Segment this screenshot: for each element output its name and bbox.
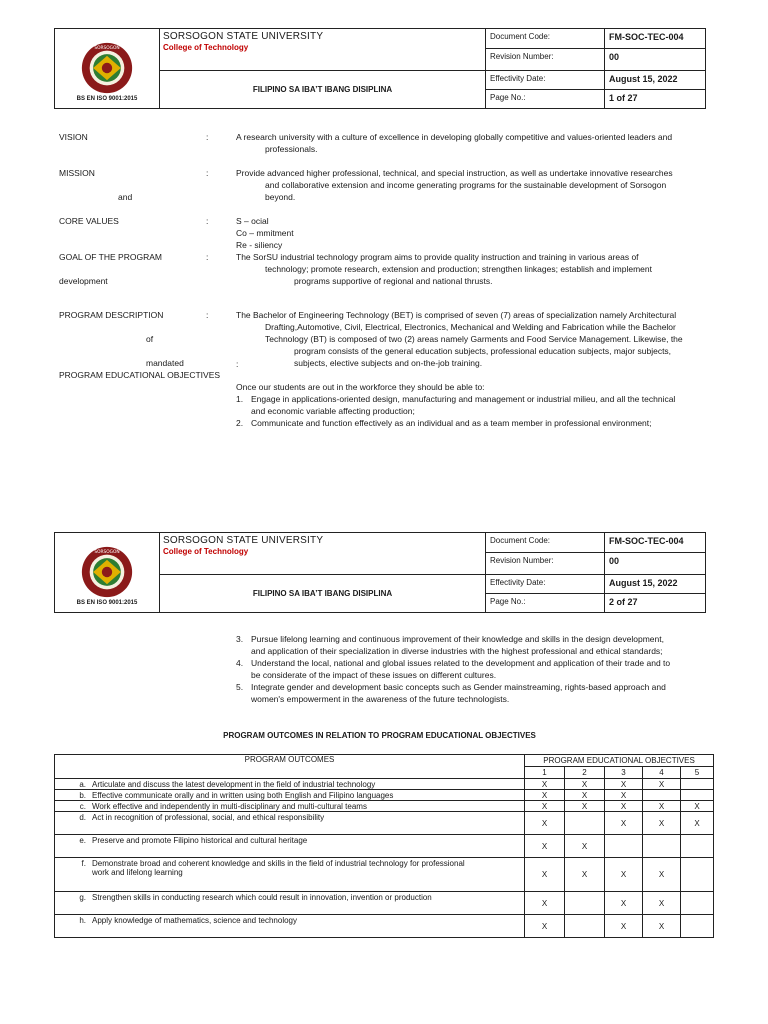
- page2-header-table: [54, 532, 706, 613]
- table-row: [55, 812, 714, 835]
- item-number: 1.: [236, 394, 244, 404]
- peo-number-header: 3: [605, 767, 643, 779]
- doc-code-value: FM-SOC-TEC-004: [605, 29, 706, 49]
- peo-mark-cell: X: [605, 915, 643, 938]
- peo-mark-cell: X: [525, 779, 565, 790]
- peo-mark-cell: X: [565, 858, 605, 892]
- colon: :: [206, 216, 209, 226]
- outcomes-column-header: PROGRAM OUTCOMES: [55, 755, 525, 779]
- peo-line: Pursue lifelong learning and continuous improvement of their knowledge and skills in the design development,: [251, 634, 664, 644]
- core-value: S – ocial: [236, 216, 269, 226]
- description-line: Drafting,Automotive, Civil, Electrical, Electronics, Mechanical and Welding and Fabrication while the Bachelor: [265, 322, 676, 332]
- outcome-cell: [55, 858, 525, 892]
- peo-mark-cell: X: [605, 892, 643, 915]
- revision-label: Revision Number:: [486, 49, 605, 71]
- mission-line: Provide advanced higher professional, technical, and special instruction, as well as undertake innovative researches: [236, 168, 673, 178]
- peo-mark-cell: X: [565, 790, 605, 801]
- outcome-text: Work effective and independently in multi-disciplinary and multi-cultural teams: [92, 802, 367, 811]
- outcome-text: Effective communicate orally and in written using both English and Filipino languages: [92, 791, 394, 800]
- outcomes-title: PROGRAM OUTCOMES IN RELATION TO PROGRAM EDUCATIONAL OBJECTIVES: [223, 731, 536, 740]
- peo-mark-cell: [681, 779, 714, 790]
- peo-number-header: 2: [565, 767, 605, 779]
- outcome-letter: b.: [79, 791, 86, 800]
- colon: :: [206, 310, 209, 320]
- outcome-cell: [55, 790, 525, 801]
- svg-text:SORSOGON: SORSOGON: [94, 549, 120, 555]
- peo-mark-cell: X: [605, 779, 643, 790]
- table-row: [55, 801, 714, 812]
- iso-label: BS EN ISO 9001:2015: [76, 95, 138, 102]
- peo-list: [236, 633, 716, 705]
- peo-mark-cell: X: [643, 812, 681, 835]
- goal-text: [236, 251, 706, 287]
- doc-code-label: Document Code:: [486, 29, 605, 49]
- peo-number-header: 5: [681, 767, 714, 779]
- goal-line: programs supportive of regional and national thrusts.: [294, 276, 493, 286]
- outcome-letter: f.: [81, 859, 86, 868]
- outcome-letter: c.: [79, 802, 86, 811]
- peo-mark-cell: [681, 790, 714, 801]
- core-value: Co – mmitment: [236, 228, 294, 238]
- mission-text: [236, 167, 706, 203]
- peo-number-header: 1: [525, 767, 565, 779]
- university-name: SORSOGON STATE UNIVERSITY: [163, 535, 324, 546]
- peo-mark-cell: X: [643, 858, 681, 892]
- peo-mark-cell: X: [525, 835, 565, 858]
- peo-mark-cell: [565, 892, 605, 915]
- outcome-text: work and lifelong learning: [92, 868, 183, 877]
- peo-number-header: 4: [643, 767, 681, 779]
- revision-value: 00: [605, 49, 706, 71]
- peo-mark-cell: [681, 858, 714, 892]
- doc-title-cell: [160, 575, 486, 613]
- outcome-text: Demonstrate broad and coherent knowledge and skills in the field of industrial technology for professional: [92, 859, 465, 868]
- revision-label: Revision Number:: [486, 553, 605, 575]
- svg-text:SORSOGON: SORSOGON: [94, 45, 120, 51]
- peo-mark-cell: X: [605, 812, 643, 835]
- peo-line: and economic variable affecting production;: [251, 406, 415, 416]
- core-values-label: CORE VALUES: [59, 216, 119, 226]
- colon: :: [206, 132, 209, 142]
- peo-line: Understand the local, national and global issues related to the development and application of their trade and to: [251, 658, 671, 668]
- outcome-text: Preserve and promote Filipino historical and cultural heritage: [92, 836, 308, 845]
- college-name: College of Technology: [163, 43, 249, 52]
- logo-cell: [55, 29, 160, 109]
- peo-item: [236, 393, 706, 417]
- peo-intro: Once our students are out in the workforce they should be able to:: [236, 382, 485, 392]
- table-row: [55, 835, 714, 858]
- outcome-text: Act in recognition of professional, social, and ethical responsibility: [92, 813, 325, 822]
- university-cell: [160, 29, 486, 71]
- effectivity-label: Effectivity Date:: [486, 71, 605, 90]
- university-seal-icon: [81, 546, 133, 598]
- logo-cell: [55, 533, 160, 613]
- outcome-text: Apply knowledge of mathematics, science and technology: [92, 916, 298, 925]
- vision-line: professionals.: [265, 144, 318, 154]
- colon: :: [206, 252, 209, 262]
- description-label: PROGRAM DESCRIPTION: [59, 310, 164, 320]
- outcome-cell: [55, 812, 525, 835]
- peo-mark-cell: X: [565, 835, 605, 858]
- peo-mark-cell: X: [525, 790, 565, 801]
- university-seal-icon: [81, 42, 133, 94]
- outcome-text: Strengthen skills in conducting research which could result in innovation, invention or production: [92, 893, 432, 902]
- peo-mark-cell: [565, 915, 605, 938]
- document-title: FILIPINO SA IBA’T IBANG DISIPLINA: [252, 85, 393, 94]
- page1-header-table: [54, 28, 706, 109]
- peo-item: [236, 417, 706, 429]
- description-line: The Bachelor of Engineering Technology (BET) is comprised of seven (7) areas of specialization namely Architectural: [236, 310, 677, 320]
- peo-mark-cell: X: [643, 779, 681, 790]
- outcome-cell: [55, 801, 525, 812]
- peo-text: [236, 381, 706, 429]
- description-line: Technology (BT) is composed of two (2) areas namely Garments and Food Service Management. Likewise, the: [265, 334, 683, 344]
- peo-mark-cell: X: [525, 892, 565, 915]
- description-mandated: mandated: [146, 358, 184, 368]
- peo-mark-cell: X: [605, 858, 643, 892]
- outcome-cell: [55, 779, 525, 790]
- peo-mark-cell: X: [643, 892, 681, 915]
- peo-mark-cell: X: [681, 812, 714, 835]
- doc-title-cell: [160, 71, 486, 109]
- peo-mark-cell: X: [643, 801, 681, 812]
- peo-column-header: PROGRAM EDUCATIONAL OBJECTIVES: [525, 755, 714, 767]
- table-row: [55, 892, 714, 915]
- peo-mark-cell: [681, 835, 714, 858]
- outcome-cell: [55, 892, 525, 915]
- page-no-value: 1 of 27: [605, 90, 706, 109]
- goal-label: GOAL OF THE PROGRAM: [59, 252, 162, 262]
- peo-item: [236, 657, 716, 681]
- mission-and: and: [118, 192, 133, 202]
- colon: :: [206, 168, 209, 178]
- peo-item: [236, 633, 716, 657]
- item-number: 5.: [236, 682, 244, 692]
- colon: :: [236, 359, 239, 369]
- outcome-cell: [55, 915, 525, 938]
- college-name: College of Technology: [163, 547, 249, 556]
- peo-line: women's empowerment in the awareness of the future technologists.: [251, 694, 510, 704]
- peo-mark-cell: [681, 915, 714, 938]
- peo-line: Engage in applications-oriented design, manufacturing and management or industrial milieu, and all the technical: [251, 394, 676, 404]
- table-header-row: [55, 755, 714, 767]
- peo-continued: [236, 633, 716, 705]
- iso-label: BS EN ISO 9001:2015: [76, 599, 138, 606]
- description-line: subjects, elective subjects and on-the-job training.: [294, 358, 483, 368]
- university-name: SORSOGON STATE UNIVERSITY: [163, 31, 324, 42]
- outcome-text: Articulate and discuss the latest development in the field of industrial technology: [92, 780, 376, 789]
- peo-mark-cell: X: [565, 801, 605, 812]
- vision-line: A research university with a culture of excellence in developing globally competitive and values-oriented leaders and: [236, 132, 673, 142]
- university-cell: [160, 533, 486, 575]
- peo-mark-cell: X: [525, 858, 565, 892]
- outcome-letter: h.: [79, 916, 86, 925]
- peo-mark-cell: X: [525, 801, 565, 812]
- peo-mark-cell: [643, 835, 681, 858]
- peo-list: [236, 393, 706, 429]
- mission-line: and collaborative extension and income generating programs for the sustainable development of Sorsogon: [265, 180, 667, 190]
- outcome-letter: d.: [79, 813, 86, 822]
- effectivity-value: August 15, 2022: [605, 71, 706, 90]
- page-no-label: Page No.:: [486, 594, 605, 613]
- outcome-letter: a.: [79, 780, 86, 789]
- page-no-value: 2 of 27: [605, 594, 706, 613]
- item-number: 3.: [236, 634, 244, 644]
- core-values-text: [236, 215, 706, 251]
- peo-label: PROGRAM EDUCATIONAL OBJECTIVES: [59, 370, 221, 380]
- peo-mark-cell: X: [643, 915, 681, 938]
- peo-mark-cell: X: [525, 812, 565, 835]
- peo-mark-cell: X: [525, 915, 565, 938]
- document-title: FILIPINO SA IBA’T IBANG DISIPLINA: [252, 589, 393, 598]
- table-row: [55, 790, 714, 801]
- peo-line: be considerate of the impact of these issues on different cultures.: [251, 670, 497, 680]
- table-row: [55, 858, 714, 892]
- peo-mark-cell: X: [681, 801, 714, 812]
- peo-line: Integrate gender and development basic concepts such as Gender mainstreaming, rights-based approach and: [251, 682, 666, 692]
- table-row: [55, 779, 714, 790]
- outcome-letter: e.: [79, 836, 86, 845]
- goal-line: The SorSU industrial technology program aims to provide quality instruction and training in various areas of: [236, 252, 639, 262]
- page-no-label: Page No.:: [486, 90, 605, 109]
- revision-value: 00: [605, 553, 706, 575]
- peo-mark-cell: X: [565, 779, 605, 790]
- vision-text: [236, 131, 706, 155]
- doc-code-value: FM-SOC-TEC-004: [605, 533, 706, 553]
- peo-mark-cell: X: [605, 801, 643, 812]
- description-line: program consists of the general education subjects, professional education subjects, major subjects,: [294, 346, 672, 356]
- description-text: [236, 309, 706, 369]
- peo-line: Communicate and function effectively as an individual and as a team member in professional environment;: [251, 418, 652, 428]
- description-of: of: [146, 334, 154, 344]
- peo-line: and application of their specialization in diverse industries with the highest professional and ethical standards;: [251, 646, 663, 656]
- mission-label: MISSION: [59, 168, 95, 178]
- outcome-cell: [55, 835, 525, 858]
- outcomes-table: [54, 754, 714, 938]
- vision-label: VISION: [59, 132, 88, 142]
- table-row: [55, 915, 714, 938]
- peo-item: [236, 681, 716, 705]
- peo-mark-cell: X: [605, 790, 643, 801]
- peo-mark-cell: [643, 790, 681, 801]
- item-number: 2.: [236, 418, 244, 428]
- doc-code-label: Document Code:: [486, 533, 605, 553]
- goal-line: technology; promote research, extension and production; strengthen linkages; establish and implement: [265, 264, 652, 274]
- mission-line: beyond.: [265, 192, 296, 202]
- peo-mark-cell: [605, 835, 643, 858]
- outcome-letter: g.: [79, 893, 86, 902]
- goal-development: development: [59, 276, 108, 286]
- peo-mark-cell: [565, 812, 605, 835]
- peo-mark-cell: [681, 892, 714, 915]
- core-value: Re - siliency: [236, 240, 283, 250]
- item-number: 4.: [236, 658, 244, 668]
- effectivity-value: August 15, 2022: [605, 575, 706, 594]
- effectivity-label: Effectivity Date:: [486, 575, 605, 594]
